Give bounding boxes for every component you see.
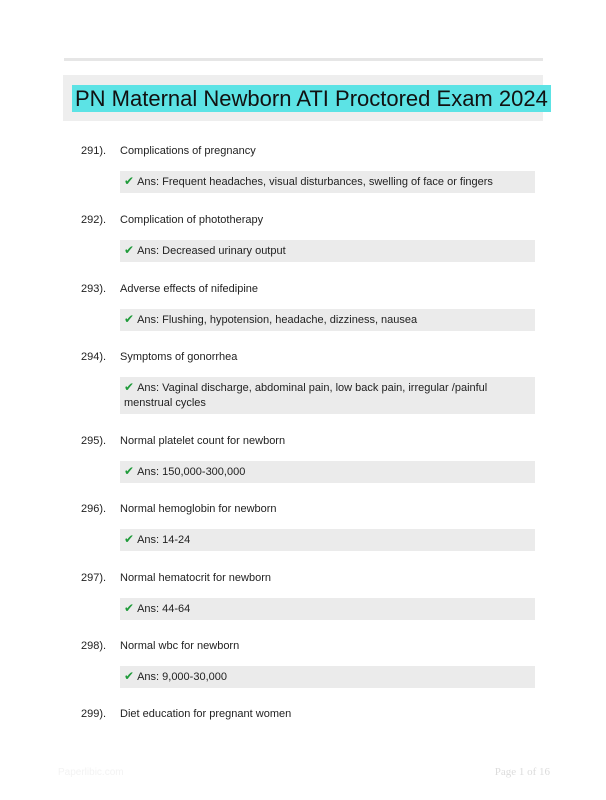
answer-prefix: Ans: [137, 534, 160, 546]
question-text: Diet education for pregnant women [120, 708, 292, 720]
qa-item [81, 706, 535, 724]
answer-box [120, 529, 535, 551]
question-number: 297). [81, 572, 107, 584]
answer-text: Vaginal discharge, abdominal pain, low back pain, irregular /painful menstrual cycles [124, 382, 488, 409]
question-row [81, 212, 535, 230]
answer-text: 14-24 [162, 534, 191, 546]
footer-watermark: Paperlibic.com [58, 767, 124, 778]
check-icon: ✔ [124, 669, 135, 683]
answer-prefix: Ans: [137, 603, 160, 615]
question-text: Adverse effects of nifedipine [120, 283, 258, 295]
question-text: Symptoms of gonorrhea [120, 351, 238, 363]
page-title: PN Maternal Newborn ATI Proctored Exam 2024 [72, 85, 551, 112]
answer-prefix: Ans: [137, 671, 160, 683]
check-icon: ✔ [124, 380, 135, 394]
qa-item [81, 281, 535, 331]
question-number: 298). [81, 640, 107, 652]
question-row [81, 570, 535, 588]
question-number: 291). [81, 145, 107, 157]
answer-prefix: Ans: [137, 314, 160, 326]
answer-box [120, 598, 535, 620]
qa-item [81, 143, 535, 193]
check-icon: ✔ [124, 532, 135, 546]
answer-box [120, 171, 535, 193]
check-icon: ✔ [124, 464, 135, 478]
answer-prefix: Ans: [137, 176, 160, 188]
answer-text: 9,000-30,000 [162, 671, 227, 683]
question-text: Complications of pregnancy [120, 145, 256, 157]
answer-prefix: Ans: [137, 245, 160, 257]
check-icon: ✔ [124, 243, 135, 257]
answer-box [120, 309, 535, 331]
title-banner [63, 75, 548, 121]
answer-box [120, 461, 535, 483]
answer-text: Flushing, hypotension, headache, dizziness, nausea [162, 314, 418, 326]
qa-item [81, 349, 535, 414]
question-number: 293). [81, 283, 107, 295]
question-row [81, 501, 535, 519]
answer-prefix: Ans: [137, 466, 160, 478]
question-text: Normal platelet count for newborn [120, 435, 286, 447]
question-row [81, 433, 535, 451]
answer-text: 44-64 [162, 603, 191, 615]
answer-prefix: Ans: [137, 382, 160, 394]
answer-text: 150,000-300,000 [162, 466, 246, 478]
check-icon: ✔ [124, 312, 135, 326]
question-number: 292). [81, 214, 107, 226]
qa-item [81, 212, 535, 262]
question-row [81, 143, 535, 161]
question-text: Normal wbc for newborn [120, 640, 240, 652]
question-number: 299). [81, 708, 107, 720]
question-number: 296). [81, 503, 107, 515]
question-text: Normal hemoglobin for newborn [120, 503, 277, 515]
qa-item [81, 570, 535, 620]
question-text: Normal hematocrit for newborn [120, 572, 272, 584]
page-number: Page 1 of 16 [494, 766, 550, 778]
answer-text: Frequent headaches, visual disturbances, swelling of face or fingers [162, 176, 493, 188]
qa-item [81, 638, 535, 688]
question-row [81, 281, 535, 299]
question-row [81, 349, 535, 367]
question-row [81, 638, 535, 656]
top-divider [64, 58, 543, 61]
check-icon: ✔ [124, 174, 135, 188]
question-number: 295). [81, 435, 107, 447]
answer-text: Decreased urinary output [162, 245, 286, 257]
answer-box [120, 666, 535, 688]
question-row [81, 706, 535, 724]
answer-box [120, 377, 535, 414]
question-text: Complication of phototherapy [120, 214, 264, 226]
check-icon: ✔ [124, 601, 135, 615]
qa-item [81, 433, 535, 483]
answer-box [120, 240, 535, 262]
qa-item [81, 501, 535, 551]
question-number: 294). [81, 351, 107, 363]
